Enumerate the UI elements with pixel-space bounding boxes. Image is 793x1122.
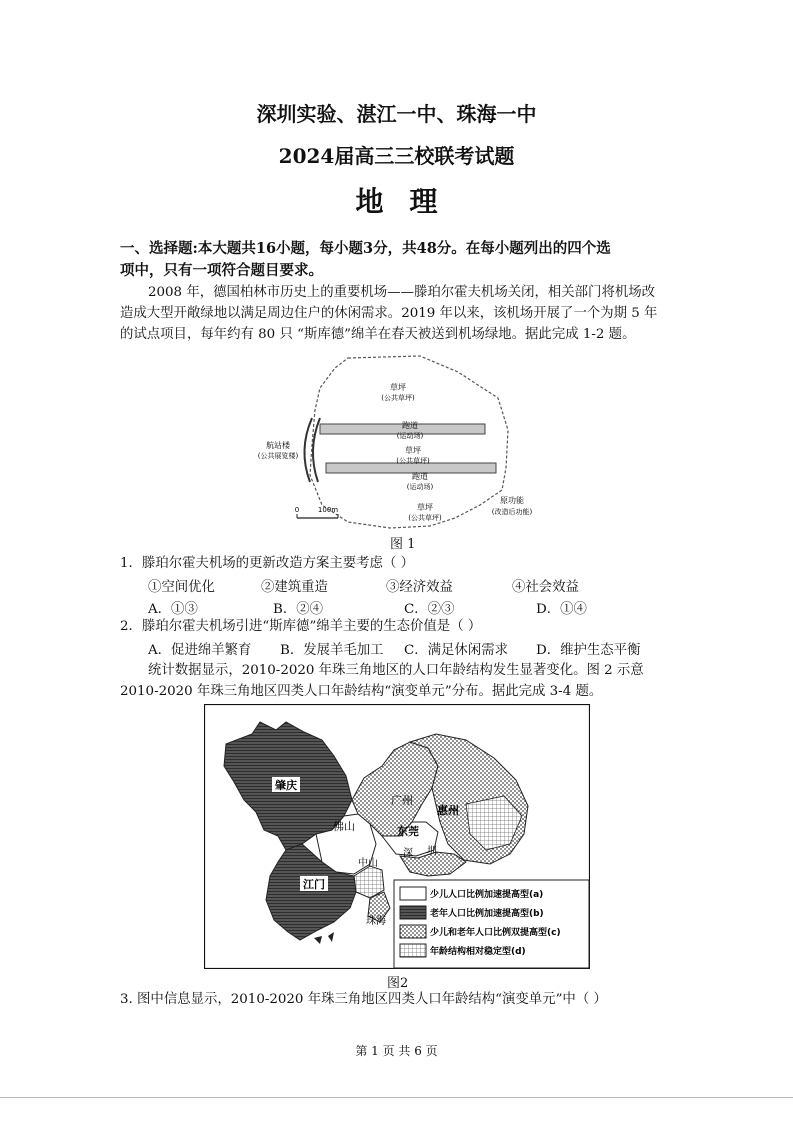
- city-huizhou: 惠州: [437, 804, 459, 817]
- city-guangzhou: 广州: [391, 794, 413, 807]
- exam-title: 2024届高三三校联考试题: [278, 144, 515, 168]
- q2-option-b[interactable]: B．发展羊毛加工: [280, 643, 384, 658]
- figure2-caption: 图2: [387, 976, 409, 991]
- q1-option-a[interactable]: A．①③: [148, 602, 198, 617]
- map-label: (公共草坪): [381, 394, 415, 402]
- q2-option-a[interactable]: A．促进绵羊繁育: [148, 643, 252, 658]
- figure2-prd-map: [204, 704, 590, 969]
- city-shen: 深: [403, 848, 413, 859]
- legend-label-d: 年龄结构相对稳定型(d): [430, 947, 526, 957]
- q2-stem: 2．滕珀尔霍夫机场引进“斯库德”绵羊主要的生态价值是（ ）: [120, 619, 482, 634]
- page-footer: 第 1 页 共 6 页: [355, 1044, 438, 1058]
- passage1-line2: 造成大型开敞绿地以满足周边住户的休闲需求。2019 年以来，该机场开展了一个为期 5 年: [120, 306, 658, 321]
- legend-label-c: 少儿和老年人口比例双提高型(c): [430, 928, 561, 938]
- section-heading-line2: 项中，只有一项符合题目要求。: [120, 262, 323, 279]
- passage2-line2: 2010-2020 年珠三角地区四类人口年龄结构“演变单元”分布。据此完成 3-4 题。: [120, 684, 603, 699]
- map-label: (改造后功能): [491, 508, 533, 516]
- city-zhaoqing: 肇庆: [275, 779, 297, 792]
- fig1-scale-zero: 0: [294, 506, 300, 514]
- q1-option-d[interactable]: D．①④: [536, 602, 587, 617]
- figure1-airport-map: [240, 350, 540, 535]
- fig1-lawn-bottom: 草坪: [417, 503, 433, 512]
- city-zhuhai: 珠海: [366, 916, 386, 927]
- figure1-caption: 图 1: [390, 537, 416, 552]
- fig1-terminal: 航站楼: [266, 441, 290, 450]
- city-zhongshan: 中山: [358, 858, 378, 869]
- legend-swatch-a: [400, 887, 426, 900]
- fig1-runway1: 跑道: [402, 421, 418, 430]
- q1-item-4: ④社会效益: [512, 580, 579, 595]
- fig1-lawn-mid: 草坪: [405, 446, 421, 455]
- q2-option-d[interactable]: D．维护生态平衡: [536, 643, 641, 658]
- subject-title: 地理: [355, 185, 464, 218]
- fig1-legend-original: 原功能: [500, 496, 524, 505]
- schools-title: 深圳实验、湛江一中、珠海一中: [256, 102, 537, 126]
- q3-stem: 3. 图中信息显示，2010-2020 年珠三角地区四类人口年龄结构“演变单元”中（ ）: [120, 992, 607, 1007]
- fig1-scale-dist: 100m: [317, 506, 339, 514]
- map-label: (公共草坪): [396, 457, 430, 465]
- map-label: (公共展览楼): [257, 452, 299, 460]
- passage1-line3: 的试点项目，每年约有 80 只 “斯库德”绵羊在春天被送到机场绿地。据此完成 1-2 题。: [120, 327, 636, 342]
- fig1-lawn-top: 草坪: [390, 383, 406, 392]
- map-label: (运动场): [396, 432, 424, 440]
- page-bottom-rule: [0, 1097, 793, 1098]
- q1-option-c[interactable]: C．②③: [404, 602, 455, 617]
- q1-item-3: ③经济效益: [386, 580, 453, 595]
- city-foshan: 佛山: [333, 820, 355, 833]
- map-label: (公共草坪): [408, 514, 442, 522]
- legend-swatch-b: [400, 906, 426, 919]
- legend-label-b: 老年人口比例加速提高型(b): [430, 909, 544, 919]
- city-jiangmen: 江门: [303, 878, 325, 891]
- q1-option-b[interactable]: B．②④: [273, 602, 324, 617]
- passage1-line1: 2008 年，德国柏林市历史上的重要机场——滕珀尔霍夫机场关闭，相关部门将机场改: [148, 285, 656, 300]
- legend-swatch-c: [400, 925, 426, 938]
- city-dongguan: 东莞: [397, 825, 419, 838]
- legend-swatch-d: [400, 944, 426, 957]
- legend-label-a: 少儿人口比例加速提高型(a): [430, 890, 544, 900]
- q1-stem: 1．滕珀尔霍夫机场的更新改造方案主要考虑（ ）: [120, 556, 414, 571]
- q2-option-c[interactable]: C．满足休闲需求: [404, 643, 508, 658]
- section-heading-line1: 一、选择题:本大题共16小题，每小题3分，共48分。在每小题列出的四个选: [120, 240, 611, 257]
- city-zhen: 圳: [427, 846, 437, 857]
- fig1-runway2: 跑道: [412, 472, 428, 481]
- passage2-line1: 统计数据显示，2010-2020 年珠三角地区的人口年龄结构发生显著变化。图 2 示意: [148, 663, 644, 678]
- q1-item-2: ②建筑重造: [261, 580, 328, 595]
- map-label: (运动场): [406, 483, 434, 491]
- q1-item-1: ①空间优化: [148, 580, 215, 595]
